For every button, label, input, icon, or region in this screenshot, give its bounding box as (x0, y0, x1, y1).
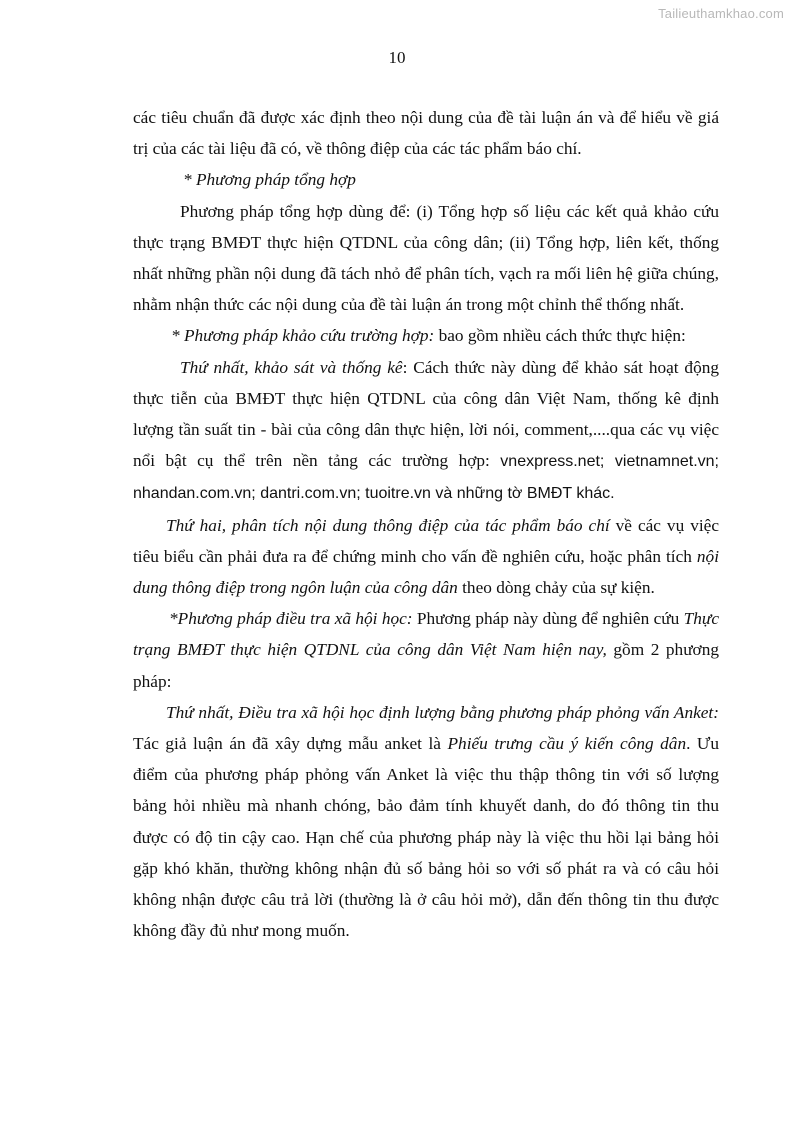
watermark: Tailieuthamkhao.com (658, 6, 784, 21)
analysis-label: Thứ hai, phân tích nội dung thông điệp của tác phẩm báo chí (166, 515, 610, 535)
sociological-text-1: Phương pháp này dùng để nghiên cứu (412, 609, 684, 629)
paragraph-case-study (133, 320, 719, 351)
anket-text-1: Tác giả luận án đã xây dựng mẫu anket là (133, 734, 448, 754)
paragraph-survey-statistics (133, 352, 719, 510)
paragraph-synthesis: Phương pháp tổng hợp dùng để: (i) Tổng hợp số liệu các kết quả khảo cứu thực trạng BMĐT thực hiện QTDNL của công dân; (ii) Tổng hợp, liên kết, thống nhất những phần nội dung đã tách nhỏ để phân tích, vạch ra mối liên hệ giữa chúng, nhằm nhận thức các nội dung của đề tài luận án trong một chỉnh thể thống nhất. (133, 201, 719, 315)
heading-synthesis-text: * Phương pháp tổng hợp (183, 170, 356, 190)
anket-form-name: Phiếu trưng cầu ý kiến công dân (447, 734, 687, 754)
anket-label: Thứ nhất, Điều tra xã hội học định lượng bằng phương pháp phỏng vấn Anket: (166, 702, 719, 722)
case-study-label: * Phương pháp khảo cứu trường hợp: (171, 326, 435, 346)
paragraph-anket-interview (133, 697, 719, 947)
analysis-text-1: về các vụ việc tiêu biểu cần phải đưa ra để chứng minh cho vấn đề nghiên cứu, hoặc phân tích (133, 515, 719, 566)
analysis-text-2: theo dòng chảy của sự kiện. (457, 578, 655, 598)
sociological-text-2: gồm 2 phương pháp: (133, 640, 719, 691)
paragraph-content-analysis (133, 510, 719, 604)
survey-label: Thứ nhất, khảo sát và thống kê (180, 357, 403, 377)
sociological-subject: Thực trạng BMĐT thực hiện QTDNL của công dân Việt Nam hiện nay, (133, 609, 719, 660)
page-body (133, 102, 719, 946)
survey-text: : Cách thức này dùng để khảo sát hoạt động thực tiễn của BMĐT thực hiện QTDNL của công dân Việt Nam, thống kê định lượng tần suất tin - bài của công dân thực hiện, lời nói, comment,....qua các vụ việc nổi bật cụ thể trên nền tảng các trường hợp: (133, 357, 719, 471)
news-sites-list: vnexpress.net; vietnamnet.vn; nhandan.com.vn; dantri.com.vn; tuoitre.vn và những tờ BMĐT khác. (133, 453, 719, 503)
paragraph-criteria: các tiêu chuẩn đã được xác định theo nội dung của đề tài luận án và để hiểu về giá trị của các tài liệu đã có, về thông điệp của các tác phẩm báo chí. (133, 108, 719, 159)
heading-synthesis-method (133, 164, 719, 195)
page-number: 10 (388, 48, 406, 67)
sociological-label: *Phương pháp điều tra xã hội học: (169, 609, 413, 629)
anket-text-2: . Ưu điểm của phương pháp phỏng vấn Anket là việc thu thập thông tin với số lượng bảng hỏi nhiều mà nhanh chóng, bảo đảm tính khuyết danh, do đó thông tin thu được có độ tin cậy cao. Hạn chế của phương pháp này là việc thu hồi lại bảng hỏi gặp khó khăn, thường không nhận đủ số bảng hỏi so với số phát ra và có câu hỏi không nhận được câu trả lời (thường là ở câu hỏi mở), dẫn đến thông tin thu được không đầy đủ như mong muốn. (133, 734, 719, 941)
analysis-emphasis: nội dung thông điệp trong ngôn luận của công dân (133, 546, 719, 598)
paragraph-sociological-survey (133, 603, 719, 697)
case-study-text: bao gồm nhiều cách thức thực hiện: (434, 326, 686, 346)
